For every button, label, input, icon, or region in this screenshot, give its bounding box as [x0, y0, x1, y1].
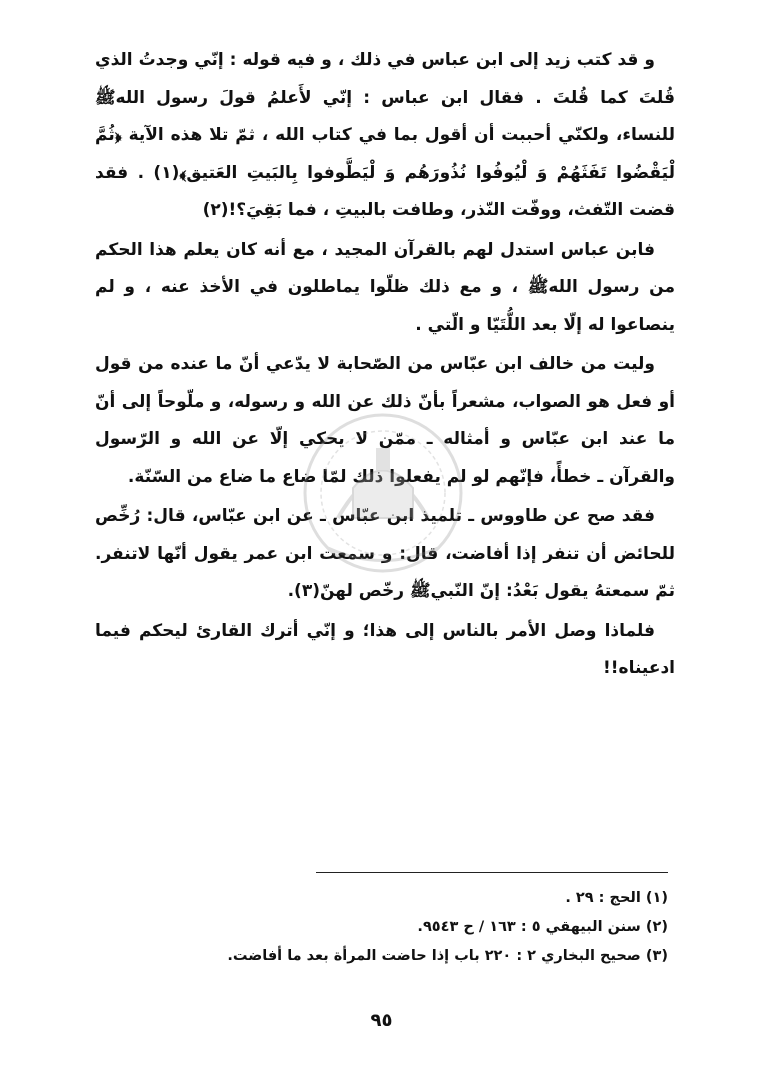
footnote-1: (١) الحج : ٢٩ . [565, 890, 668, 906]
paragraph-5-text: فلماذا وصل الأمر بالناس إلى هذا؛ و إنّي أترك القارئ ليحكم فيما ادعيناه!! [95, 620, 675, 678]
footnote-divider [316, 872, 668, 873]
footnote-3: (٣) صحيح البخاري ٢ : ٢٢٠ باب إذا حاضت المرأة بعد ما أفاضت. [227, 948, 668, 964]
paragraph-2 [95, 232, 675, 345]
paragraph-3-text: وليت من خالف ابن عبّاس من الصّحابة لا يدّعي أنّ ما عنده من قول أو فعل هو الصواب، مشعراً بأنّ ذلك عن الله و رسوله، و ملّوحاً إلى أنّ ما عند ابن عبّاس و أمثاله ـ ممّن لا يحكي إلّا عن الله و الرّسول والقرآن ـ خطأً، فإنّهم لو لم يفعلوا ذلك لمّا ضاع ما ضاع من السّنّة. [95, 354, 675, 487]
paragraph-2-text: فابن عباس استدل لهم بالقرآن المجيد ، مع أنه كان يعلم هذا الحكم من رسول اللهﷺ ، و مع ذلك ظلّوا يماطلون في الأخذ عنه ، و لم ينصاعوا له إلّا بعد اللُّتَيّا و الّتي . [95, 239, 675, 335]
footnotes-list [168, 884, 668, 971]
paragraph-1-text: و قد كتب زيد إلى ابن عباس في ذلك ، و فيه قوله : إنّي وجدتُ الذي قُلتَ كما قُلتَ . فقال ابن عباس : إنّي لأَعلمُ قولَ رسول اللهﷺ للنساء، ولكنّي أحببت أن أقول بما في كتاب الله ، ثمّ تلا هذه الآية ﴿ثُمَّ لْيَقْضُوا تَفَثَهُمْ وَ لْيُوفُوا نُذُورَهُم وَ لْيَطَّوفوا بِالبَيتِ العَتيق﴾(١) . فقد قضت التّفث، ووفّت النّذر، وطافت بالبيتِ ، فما بَقِيَ؟!(٢) [95, 50, 675, 220]
page-number: ٩٥ [370, 1010, 393, 1031]
paragraph-4-text: فقد صح عن طاووس ـ تلميذ ابن عبّاس ـ عن ابن عبّاس، قال: رُخِّص للحائض أن تنفر إذا أفاضت، قال: و سمعت ابن عمر يقول أنّها لاتنفر. ثمّ سمعتهُ يقول بَعْدُ: إنّ النّبيﷺ رخّص لهنّ(٣). [95, 506, 675, 601]
paragraph-1 [95, 42, 675, 230]
paragraph-3 [95, 346, 675, 496]
paragraph-4 [95, 498, 675, 611]
main-text [95, 42, 675, 688]
paragraph-5 [95, 613, 675, 688]
footnote-2: (٢) سنن البيهقي ٥ : ١٦٣ / ح ٩٥٤٣. [417, 919, 668, 935]
